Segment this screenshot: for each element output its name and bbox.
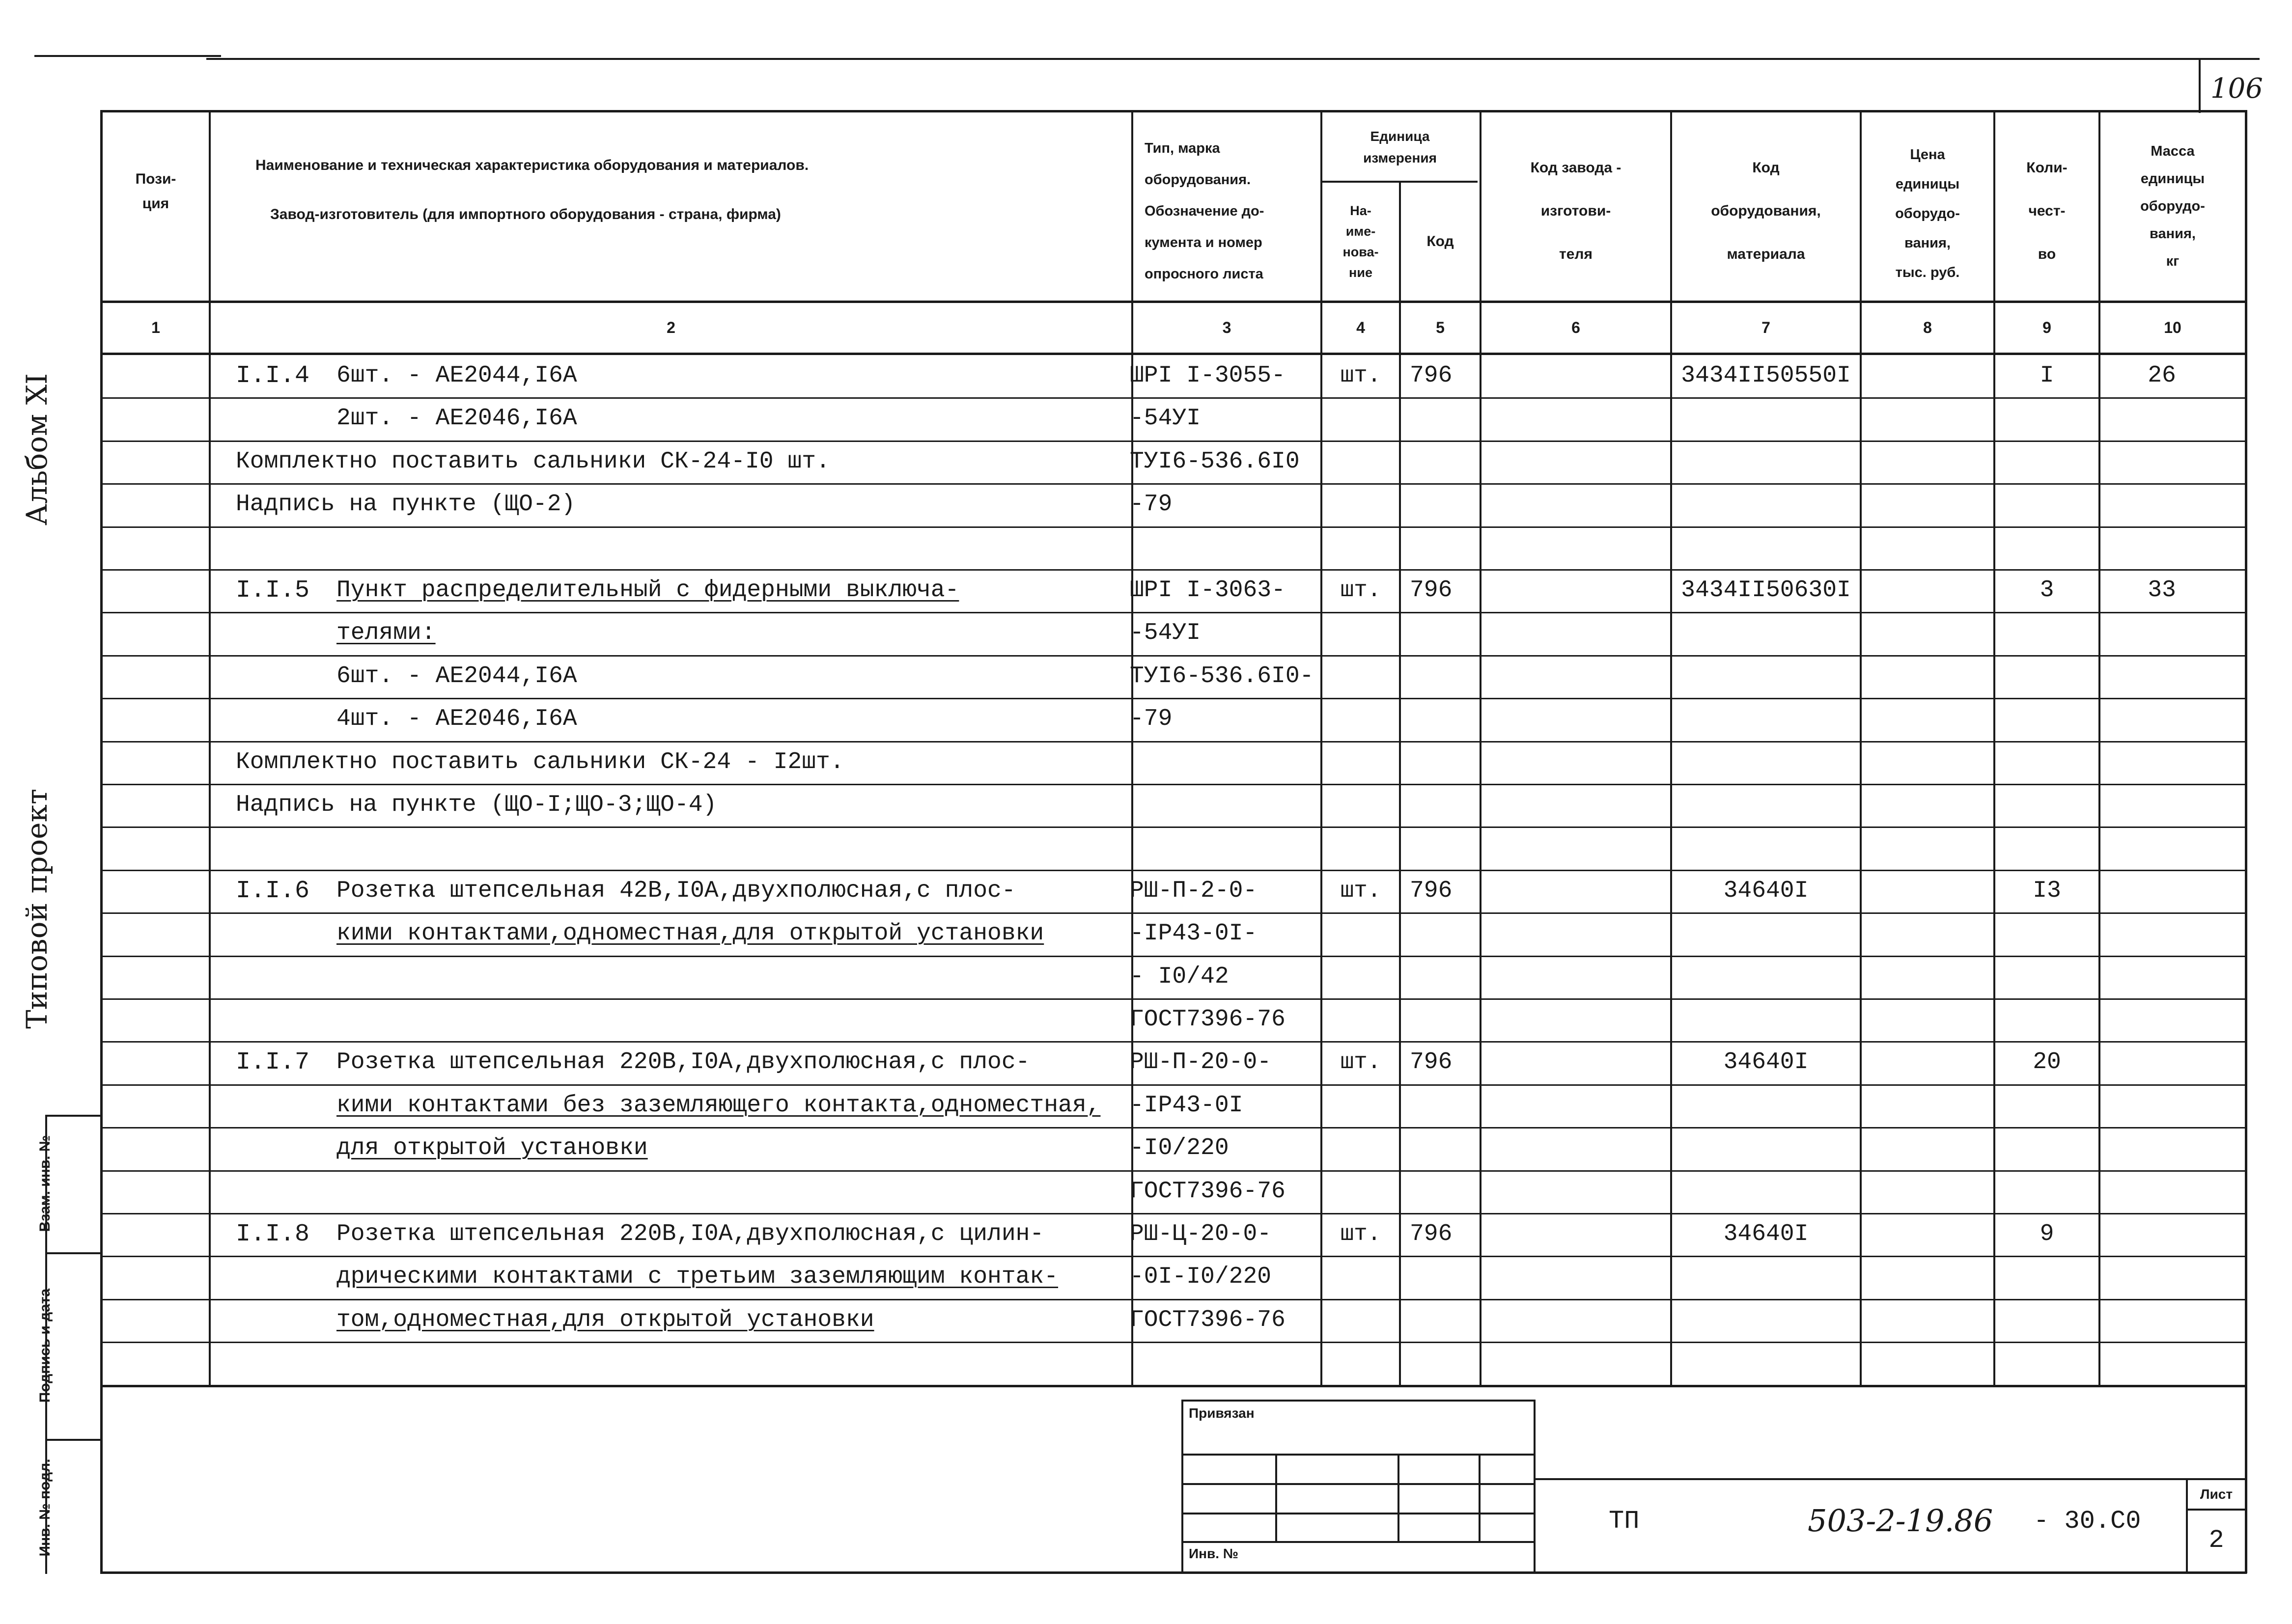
row-type-mark	[1130, 1342, 1326, 1384]
row-equipment-code	[1672, 912, 1860, 955]
row-position: I.I.4	[236, 362, 310, 390]
row-mass	[2100, 483, 2223, 526]
row-unit-name: шт.	[1340, 1049, 1381, 1075]
row-unit-name	[1322, 1256, 1399, 1298]
row-unit-name	[1322, 397, 1399, 440]
row-type-mark	[1130, 741, 1326, 784]
side-label-inv-orig: Инв. № подл.	[37, 1459, 53, 1557]
row-quantity	[1995, 526, 2098, 569]
row-mass	[2100, 397, 2223, 440]
row-equipment-code	[1672, 826, 1860, 869]
row-quantity	[1995, 741, 2098, 784]
row-type-mark: -I0/220	[1130, 1135, 1229, 1161]
row-unit-code	[1410, 912, 1480, 955]
row-description: 4шт. - АЕ2046,I6А	[336, 706, 577, 732]
row-equipment-code	[1672, 956, 1860, 998]
row-unit-code: 796	[1410, 577, 1453, 604]
row-mass	[2100, 440, 2223, 483]
column-number: 6	[1571, 319, 1580, 336]
row-unit-code	[1410, 440, 1480, 483]
stamp-sheet-label: Лист	[2200, 1486, 2233, 1502]
row-description	[336, 998, 1127, 1041]
header-position: Пози- ция	[135, 171, 176, 212]
row-unit-code	[1410, 526, 1480, 569]
row-position	[236, 1127, 334, 1170]
row-unit-code	[1410, 741, 1480, 784]
row-equipment-code	[1672, 698, 1860, 741]
row-position: I.I.6	[236, 877, 310, 905]
row-unit-name	[1322, 483, 1399, 526]
row-equipment-code	[1672, 741, 1860, 784]
row-type-mark: -0I-I0/220	[1130, 1264, 1272, 1290]
row-position	[236, 826, 334, 869]
stamp-doc-suffix: - 30.С0	[2034, 1507, 2141, 1536]
row-position	[236, 397, 334, 440]
row-description: Надпись на пункте (ЩО-2)	[236, 491, 576, 518]
row-unit-name	[1322, 1127, 1399, 1170]
row-quantity	[1995, 912, 2098, 955]
row-type-mark: ТУI6-536.6I0-	[1130, 663, 1314, 689]
row-quantity	[1995, 784, 2098, 826]
row-unit-code	[1410, 998, 1480, 1041]
row-quantity	[1995, 1299, 2098, 1342]
row-mass	[2100, 1256, 2223, 1298]
row-mass	[2100, 870, 2223, 912]
row-description	[336, 1170, 1127, 1213]
row-mass	[2100, 1213, 2223, 1256]
column-number: 2	[667, 319, 675, 336]
row-unit-code	[1410, 1299, 1480, 1342]
side-label-project: Типовой проект	[20, 789, 54, 1029]
row-unit-name: шт.	[1340, 363, 1381, 388]
header-mass: Масса единицы оборудо- вания, кг	[2140, 143, 2205, 269]
row-position	[236, 1170, 334, 1213]
stamp-tp: ТП	[1609, 1507, 1640, 1536]
column-number: 5	[1436, 319, 1445, 336]
row-mass	[2100, 1041, 2223, 1084]
row-unit-name	[1322, 440, 1399, 483]
row-equipment-code	[1672, 1170, 1860, 1213]
row-equipment-code	[1672, 397, 1860, 440]
row-quantity: I3	[2033, 878, 2061, 904]
row-equipment-code	[1672, 483, 1860, 526]
header-quantity: Коли- чест- во	[2026, 160, 2068, 262]
row-description	[336, 526, 1127, 569]
row-unit-name	[1322, 784, 1399, 826]
row-equipment-code	[1672, 655, 1860, 698]
row-mass	[2100, 1342, 2223, 1384]
stamp-sheet-number: 2	[2208, 1525, 2224, 1555]
column-number: 1	[151, 319, 160, 336]
header-unit-code: Код	[1426, 233, 1454, 249]
row-equipment-code	[1672, 1342, 1860, 1384]
row-type-mark: РШ-П-2-0-	[1130, 878, 1258, 904]
row-unit-name	[1322, 698, 1399, 741]
row-type-mark: РШ-Ц-20-0-	[1130, 1221, 1272, 1247]
row-unit-name	[1322, 912, 1399, 955]
row-position	[236, 698, 334, 741]
row-unit-code: 796	[1410, 362, 1453, 389]
row-position	[236, 1084, 334, 1127]
row-description: Розетка штепсельная 42В,I0А,двухполюсная,с плос-	[336, 878, 1016, 904]
row-quantity	[1995, 655, 2098, 698]
row-type-mark: -54УI	[1130, 405, 1201, 432]
row-quantity	[1995, 698, 2098, 741]
row-unit-name: шт.	[1340, 1221, 1381, 1247]
row-type-mark	[1130, 826, 1326, 869]
row-quantity	[1995, 440, 2098, 483]
row-type-mark: ШРI I-3063-	[1130, 577, 1286, 604]
row-type-mark	[1130, 784, 1326, 826]
row-unit-code	[1410, 1342, 1480, 1384]
row-type-mark: РШ-П-20-0-	[1130, 1049, 1272, 1075]
header-unit-name: На- име- нова- ние	[1342, 203, 1379, 280]
row-quantity	[1995, 998, 2098, 1041]
row-mass	[2100, 1170, 2223, 1213]
header-description-line1: Наименование и техническая характеристика оборудования и материалов.	[255, 157, 809, 173]
row-position	[236, 526, 334, 569]
row-unit-name	[1322, 826, 1399, 869]
row-quantity	[1995, 1084, 2098, 1127]
row-unit-code	[1410, 483, 1480, 526]
row-unit-code: 796	[1410, 1049, 1453, 1075]
row-position	[236, 956, 334, 998]
row-description: Пункт распределительный с фидерными выключа-	[336, 577, 959, 604]
row-mass: 33	[2148, 577, 2176, 604]
row-description: 6шт. - АЕ2044,I6А	[336, 362, 577, 389]
row-equipment-code: 34640I	[1723, 1221, 1809, 1247]
row-unit-code	[1410, 655, 1480, 698]
row-quantity: 3	[2040, 577, 2054, 604]
row-type-mark: ШРI I-3055-	[1130, 362, 1286, 389]
row-mass	[2100, 741, 2223, 784]
row-unit-code	[1410, 1084, 1480, 1127]
row-unit-name	[1322, 612, 1399, 655]
row-description	[336, 1342, 1127, 1384]
row-description: Комплектно поставить сальники СК-24-I0 шт.	[236, 448, 830, 475]
row-quantity	[1995, 956, 2098, 998]
row-description: 6шт. - АЕ2044,I6А	[336, 663, 577, 689]
row-position	[236, 612, 334, 655]
row-unit-code	[1410, 698, 1480, 741]
row-quantity	[1995, 1170, 2098, 1213]
row-position	[236, 912, 334, 955]
row-unit-code	[1410, 826, 1480, 869]
row-mass	[2100, 998, 2223, 1041]
row-unit-code	[1410, 784, 1480, 826]
header-unit-group: Единица измерения	[1363, 129, 1437, 165]
header-price: Цена единицы оборудо- вания, тыс. руб.	[1895, 147, 1960, 280]
stamp-inv-no: Инв. №	[1189, 1546, 1239, 1561]
row-type-mark: -IР43-0I	[1130, 1092, 1243, 1119]
row-equipment-code	[1672, 1127, 1860, 1170]
row-mass	[2100, 784, 2223, 826]
row-equipment-code	[1672, 998, 1860, 1041]
header-description-line2: Завод-изготовитель (для импортного оборудования - страна, фирма)	[270, 206, 781, 222]
row-position	[236, 1342, 334, 1384]
row-quantity: 20	[2033, 1049, 2061, 1075]
row-type-mark: - I0/42	[1130, 963, 1229, 990]
row-description	[336, 956, 1127, 998]
row-type-mark: -54УI	[1130, 620, 1201, 646]
row-type-mark: ГОСТ7396-76	[1130, 1307, 1286, 1333]
row-unit-name: шт.	[1340, 578, 1381, 603]
side-label-album: Альбом XI	[20, 373, 54, 525]
row-equipment-code	[1672, 440, 1860, 483]
row-mass	[2100, 1127, 2223, 1170]
row-quantity	[1995, 1256, 2098, 1298]
row-quantity: I	[2040, 362, 2054, 389]
row-description: Розетка штепсельная 220В,I0А,двухполюсная,с цилин-	[336, 1221, 1044, 1247]
row-description: кими контактами,одноместная,для открытой установки	[336, 920, 1044, 947]
row-unit-name	[1322, 1342, 1399, 1384]
row-description: том,одноместная,для открытой установки	[336, 1307, 874, 1333]
row-type-mark: -79	[1130, 706, 1173, 732]
row-description: кими контактами без заземляющего контакта,одноместная,	[336, 1092, 1101, 1119]
row-mass	[2100, 698, 2223, 741]
row-type-mark	[1130, 526, 1326, 569]
row-quantity	[1995, 826, 2098, 869]
row-equipment-code: 34640I	[1723, 878, 1809, 904]
row-description: 2шт. - АЕ2046,I6А	[336, 405, 577, 432]
header-equipment-code: Код оборудования, материала	[1711, 160, 1821, 262]
row-unit-name	[1322, 1299, 1399, 1342]
row-unit-name	[1322, 655, 1399, 698]
row-description: Комплектно поставить сальники СК-24 - I2шт.	[236, 749, 844, 775]
stamp-privyazan: Привязан	[1189, 1405, 1255, 1421]
row-unit-code: 796	[1410, 878, 1453, 904]
row-equipment-code	[1672, 784, 1860, 826]
row-position: I.I.7	[236, 1048, 310, 1076]
row-equipment-code: 3434II50630I	[1681, 577, 1851, 604]
row-position: I.I.5	[236, 577, 310, 605]
row-unit-name	[1322, 956, 1399, 998]
row-type-mark: -IР43-0I-	[1130, 920, 1258, 947]
row-description: дрическими контактами с третьим заземляющим контак-	[336, 1264, 1059, 1290]
row-type-mark: -79	[1130, 491, 1173, 518]
row-unit-name	[1322, 526, 1399, 569]
row-equipment-code: 34640I	[1723, 1049, 1809, 1075]
row-unit-code	[1410, 1170, 1480, 1213]
row-unit-name	[1322, 998, 1399, 1041]
row-unit-code	[1410, 956, 1480, 998]
row-equipment-code	[1672, 526, 1860, 569]
row-quantity: 9	[2040, 1221, 2054, 1247]
row-unit-name: шт.	[1340, 878, 1381, 904]
row-unit-code	[1410, 1256, 1480, 1298]
row-unit-name	[1322, 741, 1399, 784]
row-quantity	[1995, 612, 2098, 655]
row-mass	[2100, 612, 2223, 655]
row-equipment-code: 3434II50550I	[1681, 362, 1851, 389]
side-label-vzam-inv: Взам. инв. №	[37, 1135, 53, 1232]
side-label-sign-date: Подпись и дата	[37, 1288, 53, 1403]
row-type-mark: ТУI6-536.6I0	[1130, 448, 1300, 475]
row-mass	[2100, 1299, 2223, 1342]
row-unit-code	[1410, 397, 1480, 440]
row-mass	[2100, 1084, 2223, 1127]
row-equipment-code	[1672, 1084, 1860, 1127]
row-position	[236, 1256, 334, 1298]
row-mass: 26	[2148, 362, 2176, 389]
stamp-doc-number: 503-2-19.86	[1808, 1503, 1993, 1539]
header-factory-code: Код завода - изготови- теля	[1530, 160, 1621, 262]
row-equipment-code	[1672, 612, 1860, 655]
row-mass	[2100, 526, 2223, 569]
row-type-mark: ГОСТ7396-76	[1130, 1006, 1286, 1033]
row-quantity	[1995, 1342, 2098, 1384]
row-mass	[2100, 655, 2223, 698]
row-quantity	[1995, 397, 2098, 440]
column-number: 7	[1761, 319, 1770, 336]
row-unit-code	[1410, 1127, 1480, 1170]
column-number: 3	[1222, 319, 1231, 336]
row-quantity	[1995, 1127, 2098, 1170]
row-equipment-code	[1672, 1299, 1860, 1342]
header-type: Тип, марка оборудования. Обозначение до- кумента и номер опросного листа	[1145, 140, 1264, 282]
row-position	[236, 998, 334, 1041]
row-description: Розетка штепсельная 220В,I0А,двухполюсная,с плос-	[336, 1049, 1030, 1075]
column-number: 10	[2164, 319, 2181, 336]
page-corner-number: 106	[2210, 73, 2263, 105]
column-number: 9	[2042, 319, 2051, 336]
row-unit-code: 796	[1410, 1221, 1453, 1247]
row-unit-name	[1322, 1170, 1399, 1213]
row-mass	[2100, 956, 2223, 998]
column-number: 8	[1923, 319, 1932, 336]
row-position	[236, 1299, 334, 1342]
row-description	[336, 826, 1127, 869]
row-description: Надпись на пункте (ЩО-I;ЩО-3;ЩО-4)	[236, 792, 717, 818]
row-quantity	[1995, 483, 2098, 526]
row-mass	[2100, 912, 2223, 955]
row-unit-name	[1322, 1084, 1399, 1127]
row-unit-code	[1410, 612, 1480, 655]
row-mass	[2100, 826, 2223, 869]
row-description: телями:	[336, 620, 436, 646]
row-position	[236, 655, 334, 698]
column-number: 4	[1356, 319, 1365, 336]
row-position: I.I.8	[236, 1220, 310, 1248]
row-type-mark: ГОСТ7396-76	[1130, 1178, 1286, 1205]
row-description: для открытой установки	[336, 1135, 648, 1161]
row-equipment-code	[1672, 1256, 1860, 1298]
